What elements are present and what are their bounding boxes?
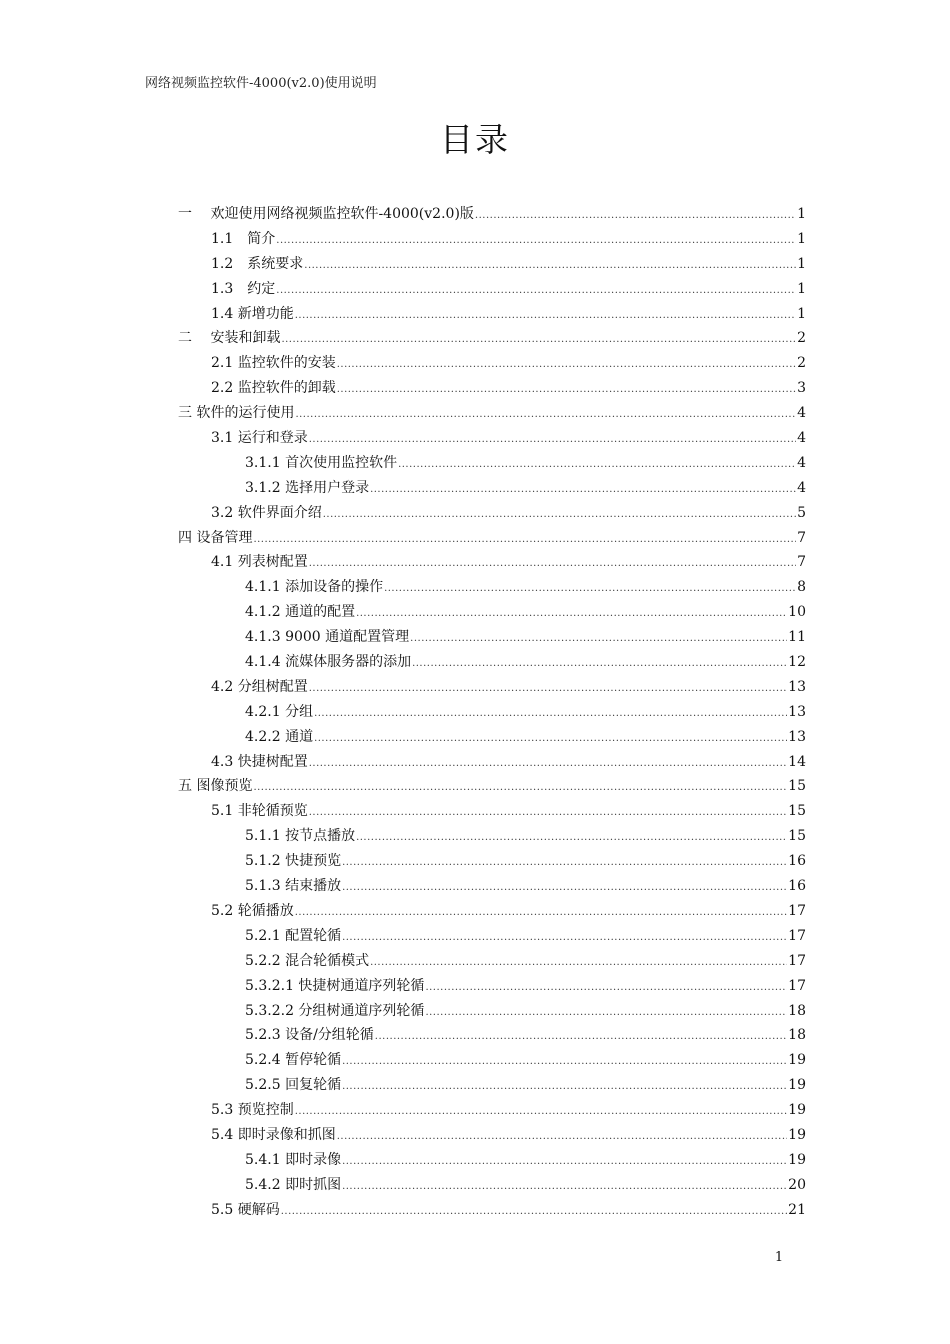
toc-entry-page: 3 bbox=[797, 380, 806, 397]
toc-entry-page: 5 bbox=[797, 504, 806, 521]
toc-entry-page: 13 bbox=[788, 728, 806, 745]
toc-entry[interactable] bbox=[178, 1076, 806, 1101]
toc-leader-dots bbox=[276, 232, 796, 250]
toc-entry-title: 2.1 监控软件的安装 bbox=[211, 355, 336, 372]
toc-entry[interactable] bbox=[178, 678, 806, 703]
toc-entry[interactable] bbox=[178, 454, 806, 479]
toc-entry[interactable] bbox=[178, 1026, 806, 1051]
toc-entry-page: 19 bbox=[788, 1077, 806, 1094]
toc-entry-title: 1.2 系统要求 bbox=[211, 255, 304, 272]
toc-entry-title: 1.4 新增功能 bbox=[211, 305, 294, 322]
page-title: 目录 bbox=[440, 120, 510, 159]
toc-entry[interactable] bbox=[178, 305, 806, 330]
toc-leader-dots bbox=[337, 381, 796, 399]
toc-entry-title: 2.2 监控软件的卸载 bbox=[211, 380, 336, 397]
toc-entry[interactable] bbox=[178, 404, 806, 429]
toc-entry[interactable] bbox=[178, 255, 806, 280]
toc-entry-title: 5.4.1 即时录像 bbox=[245, 1151, 342, 1168]
toc-entry[interactable] bbox=[178, 354, 806, 379]
toc-entry-title: 5.2.1 配置轮循 bbox=[245, 927, 342, 944]
toc-entry[interactable] bbox=[178, 429, 806, 454]
toc-entry-title: 5.5 硬解码 bbox=[211, 1201, 280, 1218]
toc-entry-title: 5.1 非轮循预览 bbox=[211, 803, 308, 820]
toc-leader-dots bbox=[309, 755, 787, 773]
toc-leader-dots bbox=[323, 506, 796, 524]
table-of-contents bbox=[178, 205, 806, 1226]
toc-entry-title: 5.3 预览控制 bbox=[211, 1102, 294, 1119]
toc-entry-title: 3.1.1 首次使用监控软件 bbox=[245, 454, 398, 471]
toc-entry-page: 13 bbox=[788, 678, 806, 695]
toc-entry-title: 5.2.4 暂停轮循 bbox=[245, 1052, 342, 1069]
toc-entry-page: 4 bbox=[797, 479, 806, 496]
toc-leader-dots bbox=[337, 1128, 787, 1146]
toc-entry-page: 13 bbox=[788, 703, 806, 720]
toc-entry-title: 4.1.4 流媒体服务器的添加 bbox=[245, 654, 412, 671]
toc-entry-page: 7 bbox=[797, 529, 806, 546]
toc-entry[interactable] bbox=[178, 777, 806, 802]
toc-entry[interactable] bbox=[178, 952, 806, 977]
toc-leader-dots bbox=[342, 879, 787, 897]
toc-entry[interactable] bbox=[178, 280, 806, 305]
toc-entry-title: 3.1.2 选择用户登录 bbox=[245, 479, 370, 496]
toc-entry-page: 19 bbox=[788, 1102, 806, 1119]
toc-entry-page: 16 bbox=[788, 853, 806, 870]
toc-entry[interactable] bbox=[178, 230, 806, 255]
toc-entry[interactable] bbox=[178, 653, 806, 678]
toc-entry-title: 4.2 分组树配置 bbox=[211, 678, 308, 695]
toc-leader-dots bbox=[342, 1178, 787, 1196]
toc-leader-dots bbox=[412, 655, 787, 673]
toc-entry-title: 5.1.3 结束播放 bbox=[245, 878, 342, 895]
toc-leader-dots bbox=[281, 331, 796, 349]
toc-leader-dots bbox=[370, 481, 796, 499]
toc-entry-page: 15 bbox=[788, 778, 806, 795]
toc-entry-page: 10 bbox=[788, 604, 806, 621]
toc-entry-page: 16 bbox=[788, 878, 806, 895]
toc-entry-page: 1 bbox=[797, 305, 806, 322]
toc-entry-page: 1 bbox=[797, 206, 806, 222]
toc-leader-dots bbox=[309, 804, 787, 822]
toc-leader-dots bbox=[337, 356, 796, 374]
toc-entry-page: 17 bbox=[788, 902, 806, 919]
toc-leader-dots bbox=[356, 829, 787, 847]
page-number bbox=[0, 1250, 950, 1265]
toc-entry[interactable] bbox=[178, 1151, 806, 1176]
toc-entry-title: 4.2.1 分组 bbox=[245, 703, 314, 720]
toc-entry-page: 2 bbox=[797, 355, 806, 372]
toc-leader-dots bbox=[384, 580, 796, 598]
toc-entry[interactable] bbox=[178, 1101, 806, 1126]
toc-leader-dots bbox=[309, 555, 796, 573]
toc-leader-dots bbox=[342, 929, 787, 947]
toc-entry-page: 17 bbox=[788, 977, 806, 994]
toc-leader-dots bbox=[342, 1153, 787, 1171]
toc-entry[interactable] bbox=[178, 927, 806, 952]
toc-entry-page: 1 bbox=[797, 280, 806, 297]
toc-entry-page: 8 bbox=[797, 579, 806, 596]
toc-entry-title: 5.3.2.2 分组树通道序列轮循 bbox=[245, 1002, 425, 1019]
toc-entry[interactable] bbox=[178, 902, 806, 927]
toc-entry-page: 19 bbox=[788, 1126, 806, 1143]
toc-leader-dots bbox=[425, 979, 787, 997]
toc-leader-dots bbox=[309, 431, 796, 449]
toc-leader-dots bbox=[356, 605, 787, 623]
toc-entry[interactable] bbox=[178, 329, 806, 354]
toc-entry-page: 14 bbox=[788, 753, 806, 770]
toc-entry-page: 15 bbox=[788, 828, 806, 845]
toc-entry-page: 18 bbox=[788, 1002, 806, 1019]
toc-entry-page: 7 bbox=[797, 554, 806, 571]
toc-entry-title: 二 安装和卸载 bbox=[178, 330, 281, 347]
toc-entry[interactable] bbox=[178, 1126, 806, 1151]
toc-entry-page: 4 bbox=[797, 405, 806, 422]
toc-entry-title: 5.4 即时录像和抓图 bbox=[211, 1126, 336, 1143]
toc-leader-dots bbox=[253, 531, 796, 549]
toc-entry[interactable] bbox=[178, 205, 806, 230]
toc-entry-page: 15 bbox=[788, 803, 806, 820]
toc-entry[interactable] bbox=[178, 827, 806, 852]
toc-leader-dots bbox=[342, 854, 787, 872]
toc-leader-dots bbox=[370, 954, 787, 972]
toc-entry-title: 4.1.2 通道的配置 bbox=[245, 604, 356, 621]
toc-leader-dots bbox=[342, 1053, 787, 1071]
toc-leader-dots bbox=[425, 1004, 787, 1022]
toc-leader-dots bbox=[253, 779, 787, 797]
toc-entry[interactable] bbox=[178, 1002, 806, 1027]
toc-entry-title: 5.1.2 快捷预览 bbox=[245, 853, 342, 870]
toc-entry-title: 五 图像预览 bbox=[178, 778, 253, 795]
toc-entry-page: 17 bbox=[788, 952, 806, 969]
toc-entry-page: 1 bbox=[797, 255, 806, 272]
toc-entry-title: 5.3.2.1 快捷树通道序列轮循 bbox=[245, 977, 425, 994]
toc-entry[interactable] bbox=[178, 852, 806, 877]
toc-entry[interactable] bbox=[178, 1051, 806, 1076]
toc-entry[interactable] bbox=[178, 1176, 806, 1201]
toc-entry-title: 4.1 列表树配置 bbox=[211, 554, 308, 571]
toc-entry[interactable] bbox=[178, 553, 806, 578]
toc-leader-dots bbox=[342, 1078, 787, 1096]
toc-entry-page: 12 bbox=[788, 654, 806, 671]
toc-entry-title: 三 软件的运行使用 bbox=[178, 405, 295, 422]
toc-leader-dots bbox=[475, 207, 796, 225]
toc-entry-page: 19 bbox=[788, 1052, 806, 1069]
toc-entry-title: 四 设备管理 bbox=[178, 529, 253, 546]
toc-leader-dots bbox=[295, 904, 787, 922]
toc-entry[interactable] bbox=[178, 479, 806, 504]
toc-entry[interactable] bbox=[178, 1201, 806, 1226]
toc-entry[interactable] bbox=[178, 728, 806, 753]
toc-entry-title: 5.2.2 混合轮循模式 bbox=[245, 952, 370, 969]
toc-entry[interactable] bbox=[178, 379, 806, 404]
toc-entry[interactable] bbox=[178, 802, 806, 827]
toc-entry-title: 3.2 软件界面介绍 bbox=[211, 504, 322, 521]
toc-leader-dots bbox=[309, 680, 787, 698]
toc-entry-title: 5.2.5 回复轮循 bbox=[245, 1077, 342, 1094]
toc-entry[interactable] bbox=[178, 504, 806, 529]
toc-leader-dots bbox=[295, 406, 796, 424]
toc-entry-title: 3.1 运行和登录 bbox=[211, 430, 308, 447]
toc-entry[interactable] bbox=[178, 578, 806, 603]
toc-entry-title: 一 欢迎使用网络视频监控软件-4000(v2.0)版 bbox=[178, 206, 474, 222]
toc-leader-dots bbox=[304, 257, 796, 275]
toc-entry-title: 4.3 快捷树配置 bbox=[211, 753, 308, 770]
toc-entry[interactable] bbox=[178, 603, 806, 628]
toc-entry-title: 4.1.1 添加设备的操作 bbox=[245, 579, 384, 596]
toc-entry-page: 4 bbox=[797, 430, 806, 447]
toc-entry-page: 19 bbox=[788, 1151, 806, 1168]
toc-entry[interactable] bbox=[178, 753, 806, 778]
toc-leader-dots bbox=[375, 1028, 787, 1046]
toc-leader-dots bbox=[314, 705, 787, 723]
toc-leader-dots bbox=[314, 730, 787, 748]
toc-entry-page: 17 bbox=[788, 927, 806, 944]
toc-leader-dots bbox=[276, 282, 796, 300]
toc-entry[interactable] bbox=[178, 703, 806, 728]
toc-entry[interactable] bbox=[178, 628, 806, 653]
toc-entry-page: 18 bbox=[788, 1027, 806, 1044]
toc-entry-page: 21 bbox=[788, 1201, 806, 1218]
toc-entry-title: 5.2 轮循播放 bbox=[211, 902, 294, 919]
toc-entry-title: 5.1.1 按节点播放 bbox=[245, 828, 356, 845]
toc-entry[interactable] bbox=[178, 877, 806, 902]
toc-entry-page: 4 bbox=[797, 454, 806, 471]
toc-entry-page: 2 bbox=[797, 330, 806, 347]
toc-entry-page: 11 bbox=[788, 629, 806, 646]
toc-entry-title: 4.2.2 通道 bbox=[245, 728, 314, 745]
toc-entry-title: 1.1 简介 bbox=[211, 230, 276, 247]
toc-entry-title: 5.4.2 即时抓图 bbox=[245, 1176, 342, 1193]
toc-entry[interactable] bbox=[178, 529, 806, 554]
toc-leader-dots bbox=[295, 307, 796, 325]
toc-entry[interactable] bbox=[178, 977, 806, 1002]
toc-leader-dots bbox=[410, 630, 787, 648]
toc-entry-title: 1.3 约定 bbox=[211, 280, 276, 297]
page-number-text: 1 bbox=[774, 1250, 784, 1265]
toc-entry-page: 20 bbox=[788, 1176, 806, 1193]
toc-entry-title: 4.1.3 9000 通道配置管理 bbox=[245, 629, 410, 646]
toc-leader-dots bbox=[281, 1203, 787, 1221]
toc-entry-title: 5.2.3 设备/分组轮循 bbox=[245, 1027, 374, 1044]
toc-leader-dots bbox=[398, 456, 796, 474]
toc-leader-dots bbox=[295, 1103, 787, 1121]
toc-entry-page: 1 bbox=[797, 230, 806, 247]
running-header: 网络视频监控软件-4000(v2.0)使用说明 bbox=[145, 76, 377, 91]
